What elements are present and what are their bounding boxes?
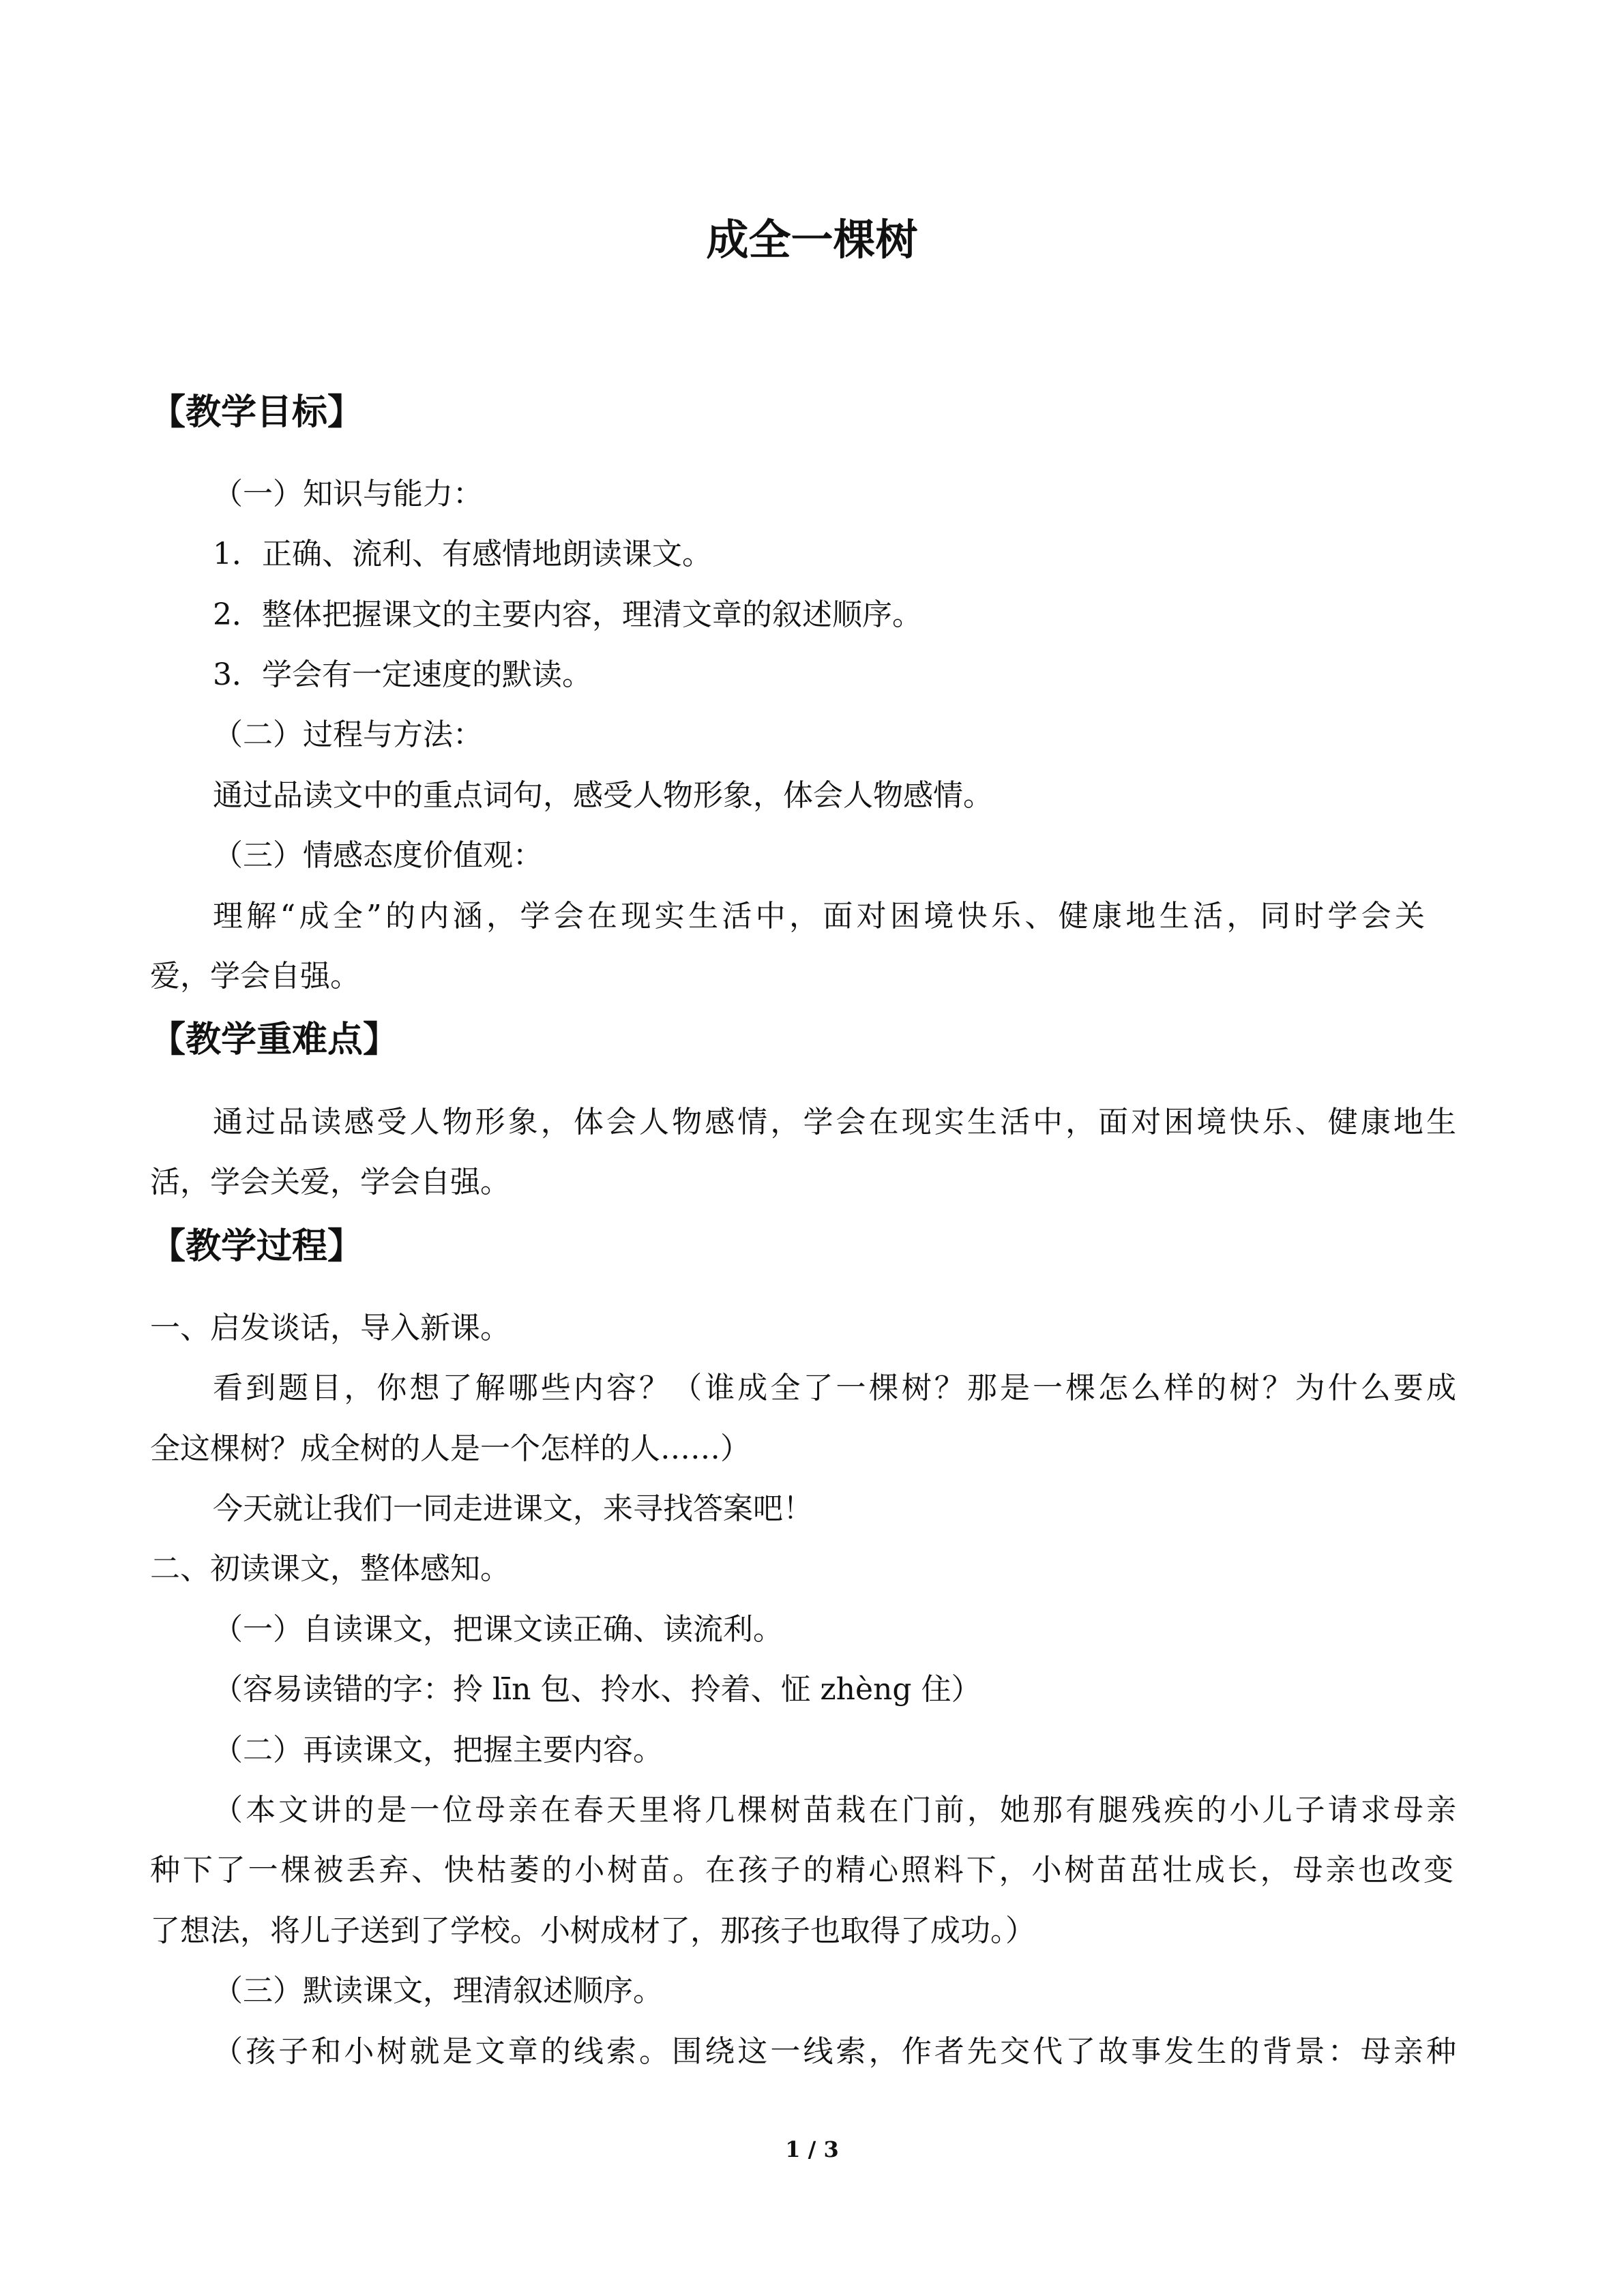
paragraph-line: 看到题目，你想了解哪些内容？（谁成全了一棵树？那是一棵怎么样的树？为什么要成 [213,1371,1456,1405]
paragraph-line: 爱，学会自强。 [150,959,360,994]
paragraph-line: 全这棵树？成全树的人是一个怎样的人……） [150,1431,750,1466]
paragraph-line: （三）情感态度价值观： [213,838,543,873]
paragraph-line: 活，学会关爱，学会自强。 [150,1165,510,1199]
paragraph-line: （孩子和小树就是文章的线索。围绕这一线索，作者先交代了故事发生的背景：母亲种 [213,2034,1456,2069]
page-number: 1 / 3 [785,2136,839,2162]
paragraph-line: 通过品读感受人物形象，体会人物感情，学会在现实生活中，面对困境快乐、健康地生 [213,1105,1456,1139]
paragraph-line: 一、启发谈话，导入新课。 [150,1311,510,1345]
paragraph-line: 1．正确、流利、有感情地朗读课文。 [213,537,712,571]
paragraph-line: （本文讲的是一位母亲在春天里将几棵树苗栽在门前，她那有腿残疾的小儿子请求母亲 [213,1793,1456,1828]
paragraph-line: 二、初读课文，整体感知。 [150,1551,510,1586]
paragraph-line: 通过品读文中的重点词句，感受人物形象，体会人物感情。 [213,778,993,813]
paragraph-line: 种下了一棵被丢弃、快枯萎的小树苗。在孩子的精心照料下，小树苗茁壮成长，母亲也改变 [150,1853,1453,1888]
section-heading-goals: 【教学目标】 [150,392,364,433]
paragraph-line: （一）知识与能力： [213,477,483,511]
paragraph-line: 3．学会有一定速度的默读。 [213,657,592,692]
paragraph-line: 了想法，将儿子送到了学校。小树成材了，那孩子也取得了成功。） [150,1913,1035,1948]
paragraph-line: 2．整体把握课文的主要内容，理清文章的叙述顺序。 [213,597,922,632]
paragraph-line: （二）过程与方法： [213,717,483,752]
section-heading-difficulty: 【教学重难点】 [150,1019,399,1060]
paragraph-line: （一）自读课文，把课文读正确、读流利。 [213,1612,783,1647]
section-heading-process: 【教学过程】 [150,1226,364,1267]
document-title: 成全一棵树 [706,215,918,265]
paragraph-line: （容易读错的字：拎 līn 包、拎水、拎着、怔 zhèng 住） [213,1672,981,1707]
paragraph-line: （二）再读课文，把握主要内容。 [213,1733,663,1768]
paragraph-line: 今天就让我们一同走进课文，来寻找答案吧！ [213,1491,813,1526]
paragraph-line: （三）默读课文，理清叙述顺序。 [213,1973,663,2008]
paragraph-line: 理解“成全”的内涵，学会在现实生活中，面对困境快乐、健康地生活，同时学会关 [213,899,1425,934]
